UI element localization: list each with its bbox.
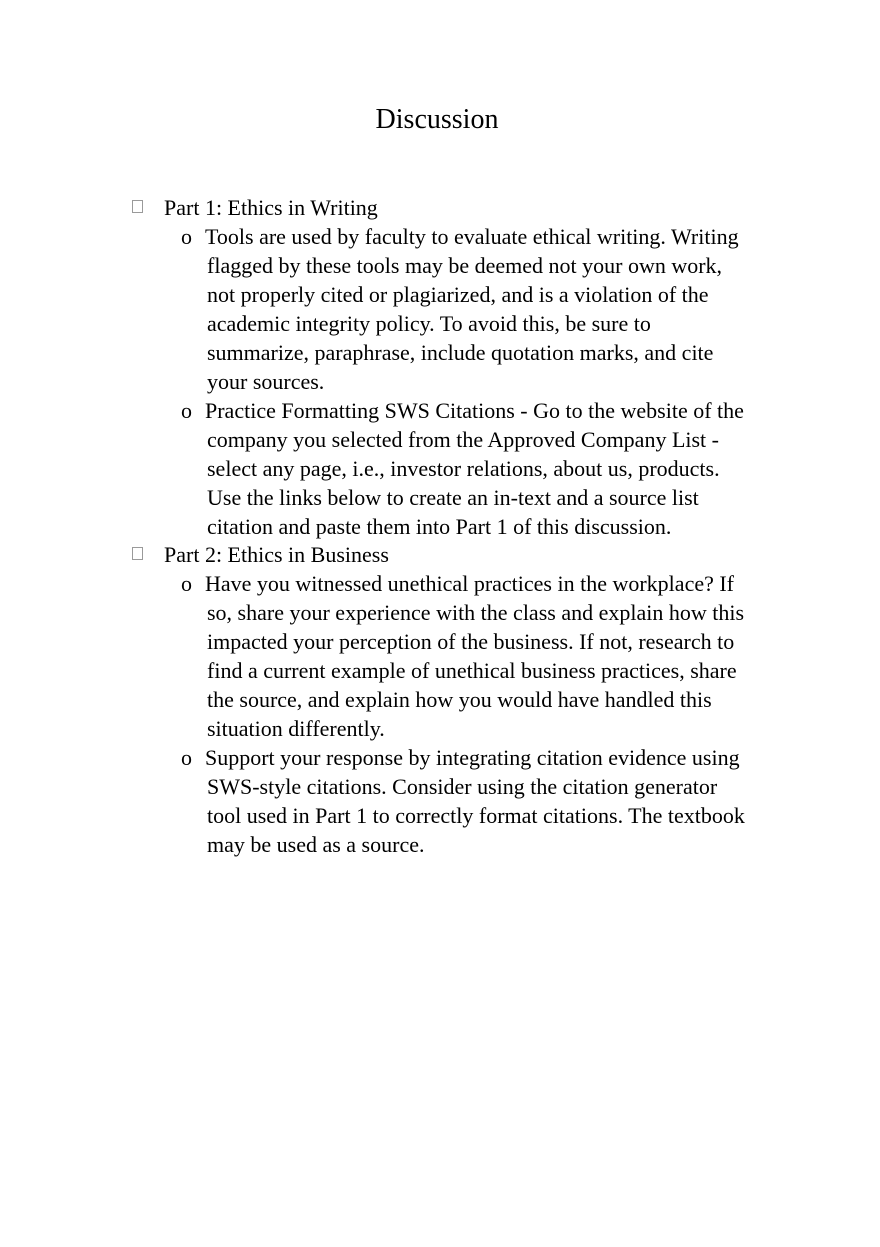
list-item — [181, 743, 772, 859]
text-line: citation and paste them into Part 1 of this discussion. — [207, 514, 672, 539]
section-heading — [130, 540, 790, 569]
text-line: the source, and explain how you would have handled this — [207, 687, 712, 712]
section-label: Part 1: Ethics in Writing — [164, 195, 378, 220]
square-bullet-icon — [132, 547, 143, 560]
list-item — [181, 569, 772, 743]
text-line: Support your response by integrating citation evidence using — [205, 745, 740, 770]
text-line: so, share your experience with the class and explain how this — [207, 600, 745, 625]
page-title: Discussion — [375, 104, 499, 135]
text-line: your sources. — [207, 369, 325, 394]
text-line: find a current example of unethical business practices, share — [207, 658, 737, 683]
circle-bullet-icon: o — [181, 745, 192, 770]
text-line: Practice Formatting SWS Citations - Go to the website of the — [205, 398, 744, 423]
text-line: impacted your perception of the business. If not, research to — [207, 629, 735, 654]
list-item-text — [207, 569, 772, 743]
text-line: academic integrity policy. To avoid this, be sure to — [207, 311, 651, 336]
section-part-1 — [130, 193, 790, 541]
list-item-text — [207, 743, 772, 859]
square-bullet-icon — [132, 200, 143, 213]
section-part-2 — [130, 540, 790, 859]
section-label: Part 2: Ethics in Business — [164, 542, 389, 567]
text-line: situation differently. — [207, 716, 385, 741]
text-line: Have you witnessed unethical practices in the workplace? If — [205, 571, 735, 596]
text-line: summarize, paraphrase, include quotation marks, and cite — [207, 340, 714, 365]
text-line: SWS-style citations. Consider using the citation generator — [207, 774, 718, 799]
list-item — [181, 222, 772, 396]
text-line: Use the links below to create an in-text and a source list — [207, 485, 699, 510]
text-line: Tools are used by faculty to evaluate ethical writing. Writing — [205, 224, 739, 249]
section-heading — [130, 193, 790, 222]
list-item — [181, 396, 772, 541]
circle-bullet-icon: o — [181, 398, 192, 423]
text-line: flagged by these tools may be deemed not your own work, — [207, 253, 723, 278]
list-item-text — [207, 396, 772, 541]
text-line: company you selected from the Approved Company List - — [207, 427, 719, 452]
text-line: may be used as a source. — [207, 832, 425, 857]
list-item-text — [207, 222, 772, 396]
circle-bullet-icon: o — [181, 571, 192, 596]
text-line: tool used in Part 1 to correctly format citations. The textbook — [207, 803, 745, 828]
text-line: select any page, i.e., investor relations, about us, products. — [207, 456, 720, 481]
text-line: not properly cited or plagiarized, and is a violation of the — [207, 282, 709, 307]
circle-bullet-icon: o — [181, 224, 192, 249]
